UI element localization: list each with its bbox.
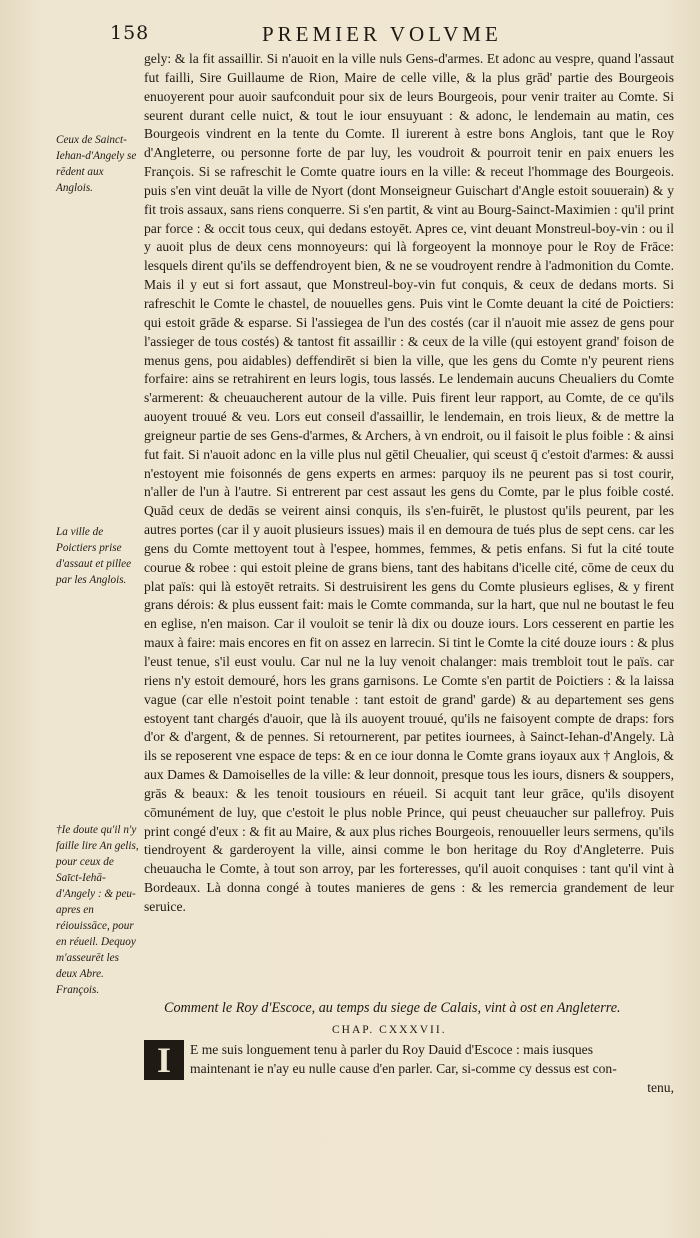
margin-note: La ville de Poictiers prise d'assaut et pillee par les Anglois. <box>56 526 132 586</box>
body-paragraph: gely: & la fit assaillir. Si n'auoit en la ville nuls Gens-d'armes. Et adonc au vespre, quand l'assaut fut failli, Sire Guillaume de Rion, Maire de celle ville, & la plus grād' partie des Bourgeois enuoyerent pour auoir saufconduit pour six de leurs Bourgeois, pour venir traiter au Comte. Si seurent durant celle nuict, & tout le iour ensuyuant : & adonc, le lendemain au matin, ces Bourgeois vindrent en la tente du Comte. Il iurerent à estre bons Anglois, tant que le Roy d'Angleterre, ou personne forte de par luy, les voudroit & pourroit tenir en paix enuers les François. Si se rafreschit le Comte quatre iours en la ville: & receut l'hommage des Bourgeois. puis s'en vint deuāt la ville de Nyort (dont Monseigneur Guischart d'Angle estoit souuerain) & y fit trois assaux, sans riens conquerre. Si s'en partit, & vint au Bourg-Sainct-Maximien : qu'il print par force : & occit tous ceux, qui dedans estoyēt. Apres ce, vint deuant Monstreul-boy-vin : ou il y auoit plus de deux cens monnoyeurs: qui là forgeoyent la monnoye pour le Roy de Frāce: lesquels dirent qu'ils se deffendroyent bien, & ne se voudroyent rendre à l'admonition du Comte. Mais il y eut si fort assaut, que Monstreul-boy-vin fut conquis, & ceux de dedans morts. Si rafreschit le Comte le chastel, de nouuelles gens. Puis vint le Comte deuant la cité de Poictiers: qui estoit grāde & esparse. Si l'assiegea de l'un des costés (car il n'auoit mie assez de gens pour l'assieger de tous costés) & tantost fit assaillir : & ceux de la ville (qui estoyent grand' foison de menus gens, pou aidables) deffendirēt si bien la ville, que les gens du Comte n'y peurent riens forfaire: ains se retrahirent en leurs logis, tous lassés. Le lendemain aucuns Cheualiers du Comte s'armerent: & cheuaucherent autour de la ville. Puis firent leur rapport, au Comte, de ce qu'ils auoyent trouué & veu. Lors eut conseil d'assaillir, le lendemain, en trois lieux, & de mettre la greigneur partie de ses Gens-d'armes, & Archers, à vn endroit, ou il faisoit le plus foible : & ainsi fut fait. Si n'auoit adonc en la ville plus nul gētil Cheualier, qui sceust q̄ c'estoit d'armes: & aussi n'estoyent mie foisonnés de gens experts en armes: parquoy ils ne peurent pas si tost courir, n'aller de l'un à l'autre. Si entrerent par cest assaut les gens du Comte, par le plus foible costé. Quād ceux de dedās se veirent ainsi conquis, ils s'en-fuirēt, le plustost qu'ils peurent, par les autres portes (car il y auoit plusieurs issues) mais il en demoura de tués plus de sept cens. car les gens du Comte mettoyent tout à l'espee, hommes, femmes, & petis enfans. Si fut la cité toute courue & robee : qui estoit pleine de grans biens, tant des habitans d'icelle cité, cōme de ceux du plat païs: qui là estoyēt retraits. Si destruisirent les gens du Comte plusieurs eglises, & y firent grans dérois: & plus eussent fait: mais le Comte commanda, sur la hart, que nul ne boutast le feu en eglise, n'en maison. Car il vouloit se tenir là dix ou douze iours. Lors cesserent en partie les maux à faire: mais encores en fit on assez en larrecin. Si tint le Comte la cité douze iours : & plus l'eust tenue, s'il eust voulu. Car nul ne la luy venoit chalanger: mais trembloit tout le païs. car riens n'y estoit demouré, hors les grans garnisons. Le Comte s'en partit de Poictiers : & la laissa vague (car elle n'estoit point tenable : tant estoit de grand' garde) & au departement ses gens estoyent tant chargés d'auoir, que là ils auoyent trouué, qu'ils ne faisoyent compte de draps: fors d'or & d'argent, & de pennes. Si retournerent, par petites iournees, à Sainct-Iehan-d'Angely. Là ils se reposerent vne espace de teps: & en ce iour donna le Comte grans ioyaux aux † Anglois, & aux Dames & Damoiselles de la ville: & leur donnoit, presque tous les iours, disners & souppers, grās & beaux: & les tenoit tousiours en réueil. Si acquit tant leur grāce, qu'ils disoyent cōmunément de luy, que c'estoit le plus noble Prince, qui peust cheuaucher sur pallefroy. Puis print congé d'eux : & fit au Maire, & aux plus riches Bourgeois, renouueller leurs sermens, qu'ils tiendroyent & garderoyent la ville, ainsi comme le bon heritage du Roy d'Angleterre. Puis cheuaucha le Comte, à tout son arroy, par les forteresses, qu'il auoit conquises : tant qu'il vint à Bordeaux. Là donna congé à toutes manieres de gens : & les remercia grandement de leur seruice. <box>144 51 674 914</box>
chapter-text-line: maintenant ie n'ay eu nulle cause d'en parler. Car, si-comme cy dessus est con- <box>190 1061 617 1076</box>
chapter-text-line: tenu, <box>647 1080 674 1095</box>
chapter-title: Comment le Roy d'Escoce, au temps du siege de Calais, vint à ost en Angleterre. <box>164 1000 621 1016</box>
main-text-block <box>144 50 674 917</box>
margin-note: †Ie doute qu'il n'y faille lire An gelis, pour ceux de Saīct-Iehā-d'Angely : & peu-apres en réiouissāce, pour en réueil. Dequoy m'asseurēt les deux Abre. François. <box>56 824 139 996</box>
chapter-text-line: E me suis longuement tenu à parler du Roy Dauid d'Escoce : mais iusques <box>190 1042 594 1057</box>
chapter-text-block <box>144 1040 674 1097</box>
margin-note: Ceux de Sainct-Iehan-d'Angely se rēdent aux Anglois. <box>56 134 137 194</box>
running-head: PREMIER VOLVME <box>262 22 502 46</box>
drop-cap-initial: I <box>144 1040 184 1080</box>
page-number: 158 <box>110 22 150 44</box>
chapter-number: CHAP. CXXXVII. <box>332 1024 447 1036</box>
